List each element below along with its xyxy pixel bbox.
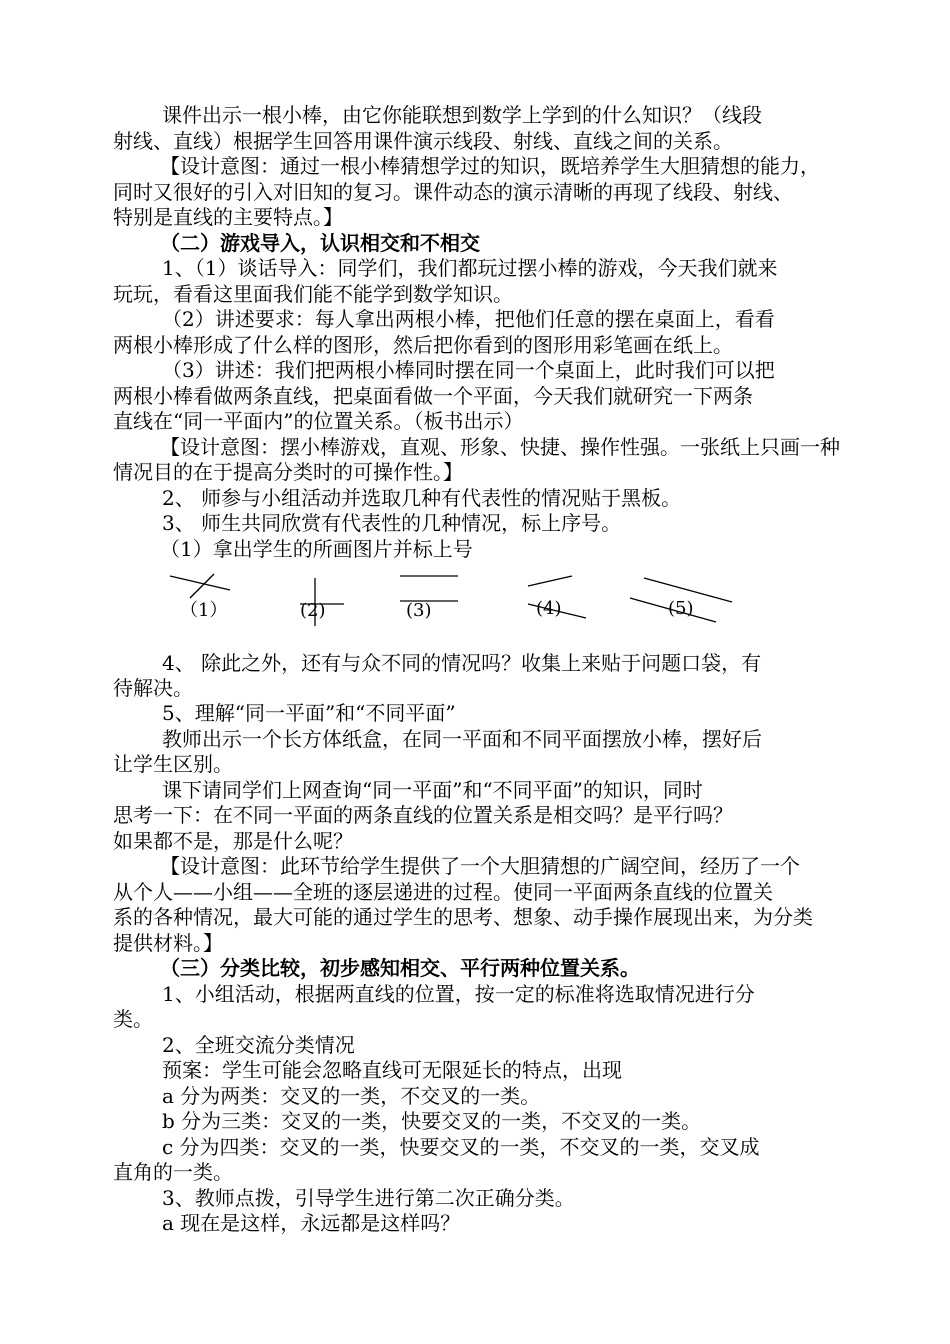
text-line: a 分为两类：交叉的一类，不交叉的一类。: [162, 1084, 541, 1108]
text-line: 同时又很好的引入对旧知的复习。课件动态的演示清晰的再现了线段、射线、: [113, 180, 793, 204]
figure-label-3: (3): [406, 600, 432, 621]
text-line: 课件出示一根小棒，由它你能联想到数学上学到的什么知识？（线段: [162, 103, 762, 127]
text-line: 两根小棒形成了什么样的图形，然后把你看到的图形用彩笔画在纸上。: [113, 333, 733, 357]
text-line: 系的各种情况，最大可能的通过学生的思考、想象、动手操作展现出来，为分类: [113, 905, 813, 929]
text-line: 从个人——小组——全班的逐层递进的过程。使同一平面两条直线的位置关: [113, 880, 773, 904]
text-line: 两根小棒看做两条直线，把桌面看做一个平面，今天我们就研究一下两条: [113, 384, 753, 408]
text-line: 直角的一类。: [113, 1160, 233, 1184]
section-heading-2: （二）游戏导入，认识相交和不相交: [160, 231, 480, 255]
stick-arrangement-figure: [150, 562, 750, 632]
text-line: 特别是直线的主要特点。】: [113, 205, 343, 229]
text-line: 情况目的在于提高分类时的可操作性。】: [113, 460, 463, 484]
figure-label-2: (2): [300, 600, 326, 621]
text-line: 预案：学生可能会忽略直线可无限延长的特点，出现: [162, 1058, 622, 1082]
text-line: 类。: [113, 1007, 153, 1031]
stick-line: [528, 576, 572, 586]
text-line: a 现在是这样，永远都是这样吗？: [162, 1211, 461, 1235]
figure-label-5: (5): [668, 598, 694, 619]
text-line: （3）讲述：我们把两根小棒同时摆在同一个桌面上，此时我们可以把: [162, 358, 775, 382]
text-line: 思考一下：在不同一平面的两条直线的位置关系是相交吗？是平行吗？: [113, 803, 733, 827]
text-line: 5、理解“同一平面”和“不同平面”: [162, 701, 456, 725]
design-intent-note: 【设计意图：此环节给学生提供了一个大胆猜想的广阔空间，经历了一个: [160, 854, 800, 878]
text-line: 2、 师参与小组活动并选取几种有代表性的情况贴于黑板。: [162, 486, 682, 510]
text-line: 3、教师点拨，引导学生进行第二次正确分类。: [162, 1186, 575, 1210]
text-line: 3、 师生共同欣赏有代表性的几种情况，标上序号。: [162, 511, 622, 535]
text-line: 教师出示一个长方体纸盒，在同一平面和不同平面摆放小棒，摆好后: [162, 727, 762, 751]
figure-label-4: (4): [536, 598, 562, 619]
text-line: 让学生区别。: [113, 752, 233, 776]
stick-lines-drawing: [150, 562, 750, 632]
text-line: 1、小组活动，根据两直线的位置，按一定的标准将选取情况进行分: [162, 982, 755, 1006]
figure-label-1: （1）: [180, 600, 228, 621]
text-line: 2、全班交流分类情况: [162, 1033, 355, 1057]
text-line: 如果都不是，那是什么呢？: [113, 829, 353, 853]
text-line: 直线在“同一平面内”的位置关系。（板书出示）: [113, 409, 524, 433]
design-intent-note: 【设计意图：摆小棒游戏，直观、形象、快捷、操作性强。一张纸上只画一种: [160, 435, 840, 459]
text-line: 提供材料。】: [113, 931, 223, 955]
section-heading-3: （三）分类比较，初步感知相交、平行两种位置关系。: [160, 956, 640, 980]
text-line: 4、 除此之外，还有与众不同的情况吗？收集上来贴于问题口袋，有: [162, 651, 762, 675]
text-line: c 分为四类：交叉的一类，快要交叉的一类，不交叉的一类，交叉成: [162, 1135, 760, 1159]
text-line: 1、（1）谈话导入：同学们，我们都玩过摆小棒的游戏，今天我们就来: [162, 256, 778, 280]
design-intent-note: 【设计意图：通过一根小棒猜想学过的知识，既培养学生大胆猜想的能力，: [160, 154, 820, 178]
text-line: 待解决。: [113, 676, 193, 700]
text-line: b 分为三类：交叉的一类，快要交叉的一类，不交叉的一类。: [162, 1109, 702, 1133]
text-line: （1）拿出学生的所画图片并标上号: [160, 537, 473, 561]
text-line: （2）讲述要求：每人拿出两根小棒，把他们任意的摆在桌面上，看看: [162, 307, 775, 331]
text-line: 玩玩，看看这里面我们能不能学到数学知识。: [113, 282, 513, 306]
text-line: 课下请同学们上网查询“同一平面”和“不同平面”的知识，同时: [162, 778, 703, 802]
text-line: 射线、直线）根据学生回答用课件演示线段、射线、直线之间的关系。: [113, 129, 733, 153]
